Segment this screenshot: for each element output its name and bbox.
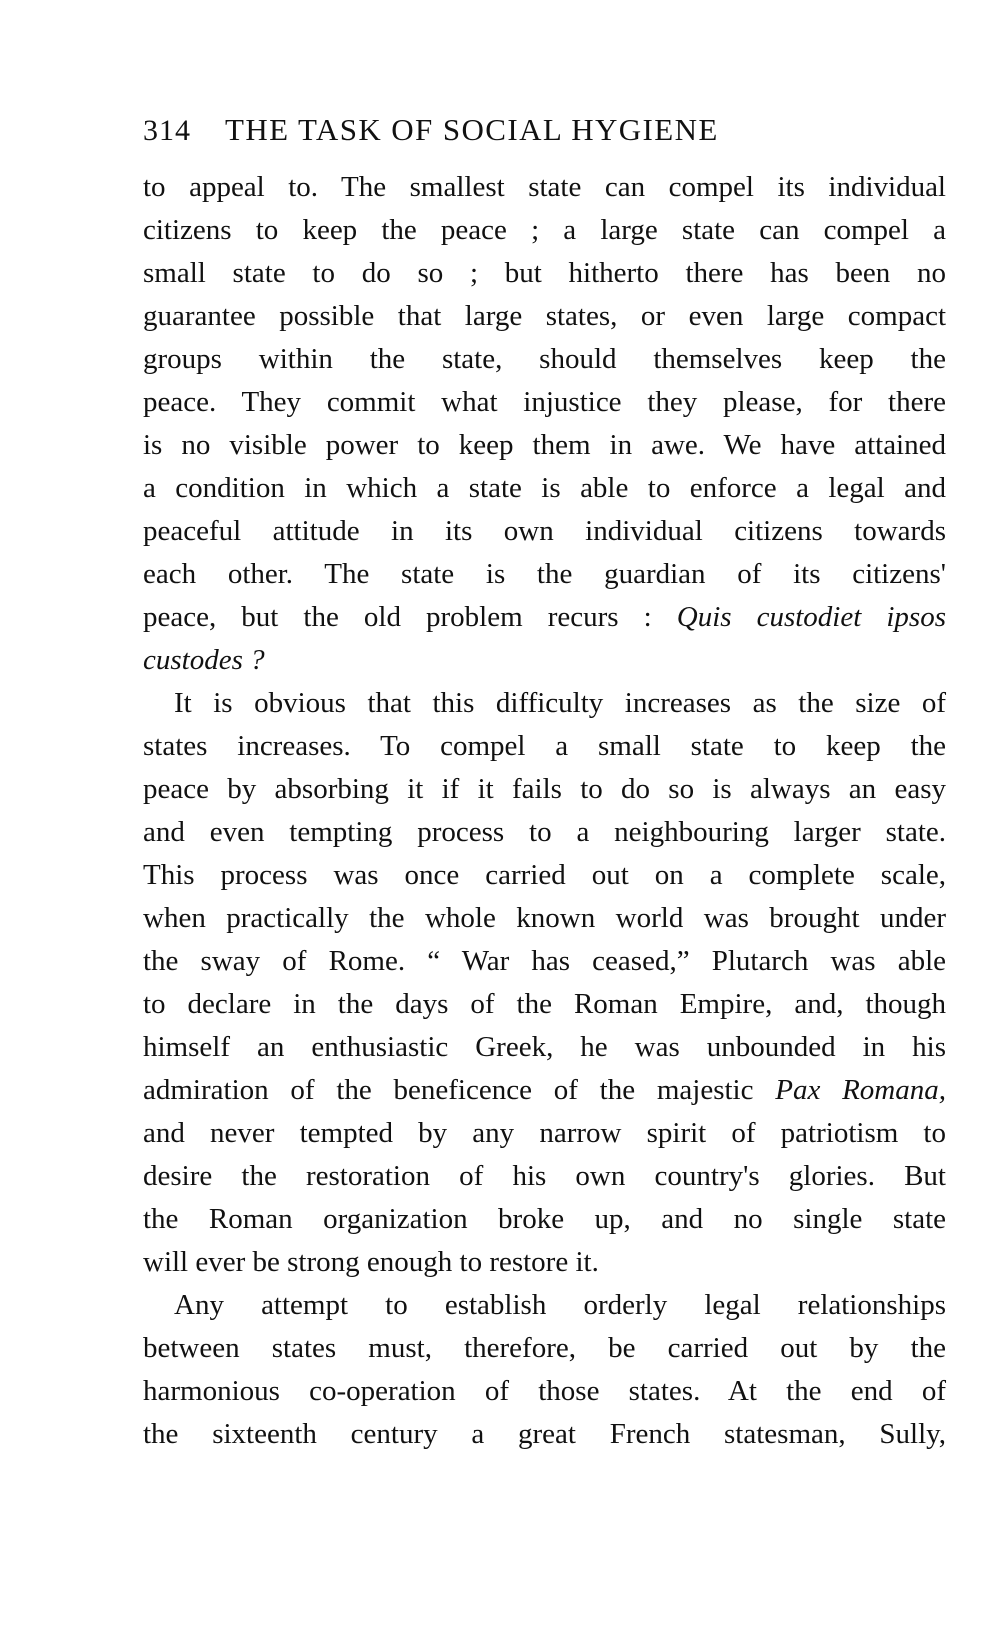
- text-line: a condition in which a state is able to enforce a legal and: [143, 472, 946, 504]
- text-line: when practically the whole known world was brought under: [143, 902, 946, 934]
- text-line: desire the restoration of his own country's glories. But: [143, 1160, 946, 1192]
- text-line: the sway of Rome. “ War has ceased,” Plutarch was able: [143, 945, 946, 977]
- text-line: peace by absorbing it if it fails to do so is always an easy: [143, 773, 946, 805]
- text-line: small state to do so ; but hitherto there has been no: [143, 257, 946, 289]
- text-line: each other. The state is the guardian of its citizens': [143, 558, 946, 590]
- text-line: groups within the state, should themselves keep the: [143, 343, 946, 375]
- text-line: guarantee possible that large states, or even large compact: [143, 300, 946, 332]
- latin-quotation: Quis custodiet ipsos: [676, 601, 946, 633]
- text-line: and never tempted by any narrow spirit of patriotism to: [143, 1117, 946, 1149]
- text-line: citizens to keep the peace ; a large state can compel a: [143, 214, 946, 246]
- text-line: will ever be strong enough to restore it.: [143, 1246, 599, 1278]
- page-header: [143, 112, 943, 156]
- latin-quotation-end: custodes ?: [143, 644, 265, 676]
- text-segment: peace, but the old problem recurs :: [143, 601, 652, 633]
- text-line: [143, 639, 946, 682]
- text-line: between states must, therefore, be carried out by the: [143, 1332, 946, 1364]
- text-line: [143, 1069, 946, 1112]
- text-line: peace. They commit what injustice they please, for there: [143, 386, 946, 418]
- running-title: THE TASK OF SOCIAL HYGIENE: [225, 112, 719, 147]
- text-line: states increases. To compel a small state to keep the: [143, 730, 946, 762]
- page-number: 314: [143, 114, 191, 147]
- text-line: [143, 596, 946, 639]
- pax-romana-italic: Pax Romana,: [775, 1074, 946, 1106]
- text-line: harmonious co-operation of those states. At the end of: [143, 1375, 946, 1407]
- text-line: the Roman organization broke up, and no single state: [143, 1203, 946, 1235]
- text-line: is no visible power to keep them in awe. We have attained: [143, 429, 946, 461]
- text-line: to appeal to. The smallest state can compel its individual: [143, 171, 946, 203]
- text-segment: admiration of the beneficence of the majestic: [143, 1074, 754, 1106]
- text-line: to declare in the days of the Roman Empire, and, though: [143, 988, 946, 1020]
- paragraph-start-line: Any attempt to establish orderly legal relationships: [174, 1289, 946, 1321]
- text-line: himself an enthusiastic Greek, he was unbounded in his: [143, 1031, 946, 1063]
- text-line: the sixteenth century a great French statesman, Sully,: [143, 1418, 946, 1450]
- text-line: and even tempting process to a neighbouring larger state.: [143, 816, 946, 848]
- paragraph-start-line: It is obvious that this difficulty increases as the size of: [174, 687, 946, 719]
- text-line: This process was once carried out on a complete scale,: [143, 859, 946, 891]
- body-text: [143, 166, 946, 1456]
- text-line: peaceful attitude in its own individual citizens towards: [143, 515, 946, 547]
